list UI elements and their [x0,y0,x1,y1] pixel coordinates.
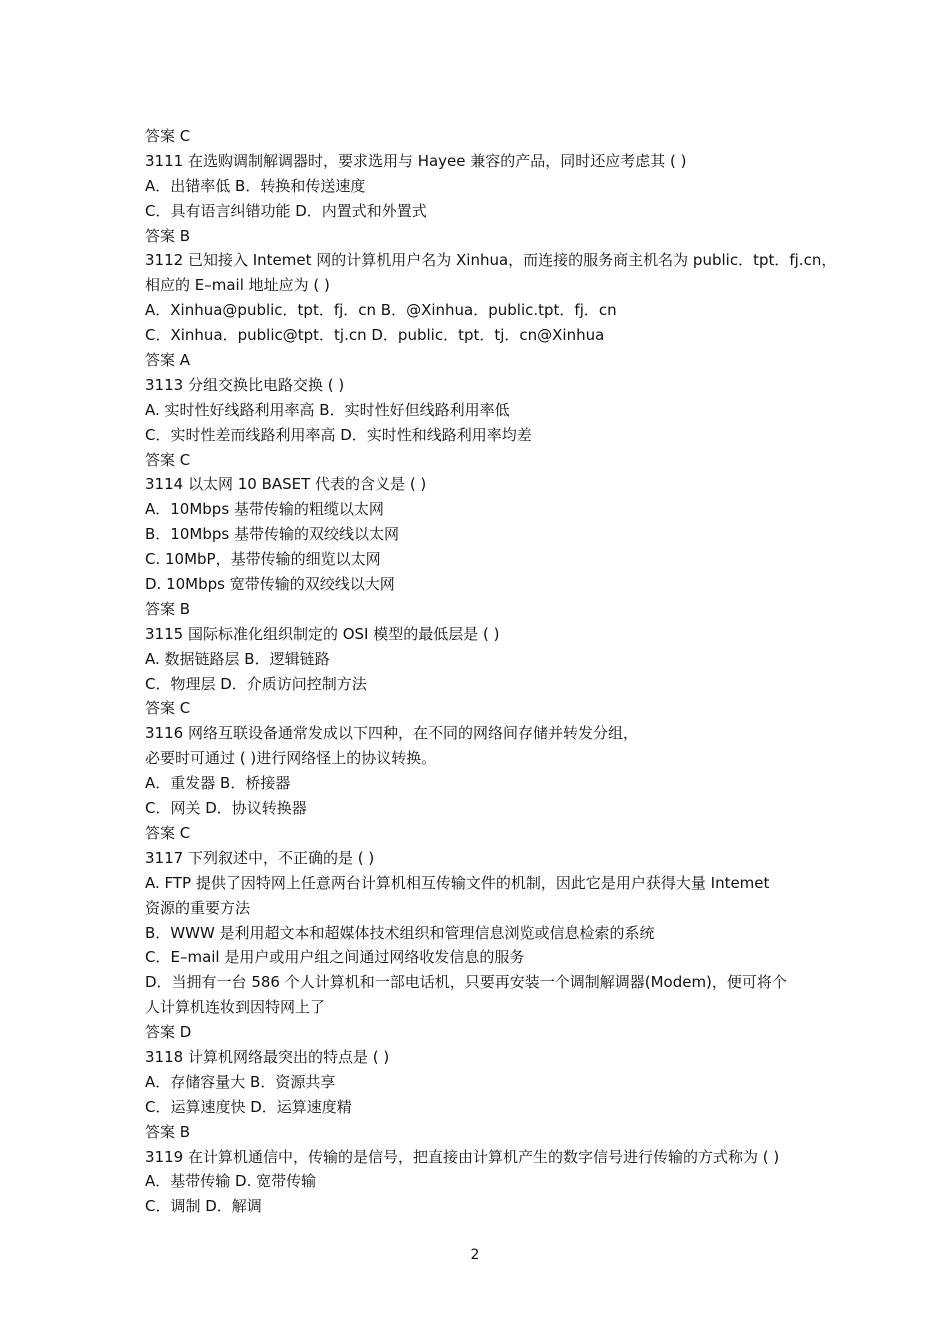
question-3112: 3112 已知接入 Intemet 网的计算机用户名为 Xinhua，而连接的服务商主机名为 public．tpt．fj.cn， [145,251,837,270]
option-line: A. 实时性好线路利用率高 B．实时性好但线路利用率低 [145,400,510,419]
answer-line: 答案 B [145,226,191,245]
answer-line: 答案 C [145,127,191,145]
option-line: D. 10Mbps 宽带传输的双绞线以大网 [145,575,395,594]
answer-line: 答案 B [145,1122,191,1141]
question-3111: 3111 在选购调制解调器时，要求选用与 Hayee 兼容的产品，同时还应考虑其 ( ) [145,151,687,170]
question-3117: 3117 下列叙述中，不正确的是 ( ) [145,848,375,867]
option-line: C. 10MbP，基带传输的细览以太网 [145,550,381,569]
option-line: A. FTP 提供了因特网上任意两台计算机相互传输文件的机制，因此它是用户获得大量 Intemet [145,873,770,892]
option-line: C．调制 D．解调 [145,1197,262,1216]
answer-line: 答案 C [145,823,191,842]
option-line: C．网关 D．协议转换器 [145,799,307,818]
option-line: C．具有语言纠错功能 D．内置式和外置式 [145,201,427,220]
question-3112-continued: 相应的 E–mail 地址应为 ( ) [145,276,330,295]
answer-line: 答案 D [145,1023,192,1042]
option-line: B．WWW 是利用超文本和超媒体技术组织和管理信息浏览或信息检索的系统 [145,923,655,942]
document-body [145,124,837,1219]
answer-line: 答案 C [145,450,191,469]
option-line: A．存储容量大 B．资源共享 [145,1072,336,1091]
question-3114: 3114 以太网 10 BASET 代表的含义是 ( ) [145,475,427,494]
option-line: C．实时性差而线路利用率高 D．实时性和线路利用率均差 [145,425,532,444]
answer-line: 答案 B [145,599,191,618]
option-line: C．运算速度快 D．运算速度精 [145,1097,352,1116]
option-line: A．基带传输 D. 宽带传输 [145,1172,317,1191]
question-3116: 3116 网络互联设备通常发成以下四种，在不同的网络间存储并转发分组， [145,724,638,743]
option-line: C．E–mail 是用户或用户组之间通过网络收发信息的服务 [145,948,525,967]
option-line: A．出错率低 B．转换和传送速度 [145,176,366,195]
option-line: A．重发器 B．桥接器 [145,774,291,793]
question-3119: 3119 在计算机通信中，传输的是信号，把直接由计算机产生的数字信号进行传输的方式称为 ( ) [145,1147,780,1166]
question-3118: 3118 计算机网络最突出的特点是 ( ) [145,1047,390,1066]
option-line: C．Xinhua．public@tpt．tj.cn D．public．tpt．tj．cn@Xinhua [145,326,605,345]
option-line: A. 数据链路层 B．逻辑链路 [145,649,330,668]
option-line: C．物理层 D．介质访问控制方法 [145,674,367,693]
option-line: A．Xinhua@public．tpt．fj．cn B．@Xinhua．public.tpt．fj．cn [145,301,617,320]
question-3116-continued: 必要时可通过 ( )进行网络怪上的协议转换。 [145,749,437,768]
question-3113: 3113 分组交换比电路交换 ( ) [145,375,345,394]
question-3115: 3115 国际标准化组织制定的 OSI 模型的最低层是 ( ) [145,624,500,643]
option-line: D．当拥有一台 586 个人计算机和一部电话机，只要再安装一个调制解调器(Modem)，便可将个 [145,973,787,992]
option-line: A．10Mbps 基带传输的粗缆以太网 [145,500,384,519]
answer-line: 答案 A [145,351,191,370]
option-line-continued: 人计算机连妆到因特网上了 [145,998,326,1017]
page-number: 2 [470,1247,480,1263]
answer-line: 答案 C [145,699,191,718]
option-line: B．10Mbps 基带传输的双绞线以太网 [145,525,399,544]
option-line-continued: 资源的重要方法 [145,898,251,917]
